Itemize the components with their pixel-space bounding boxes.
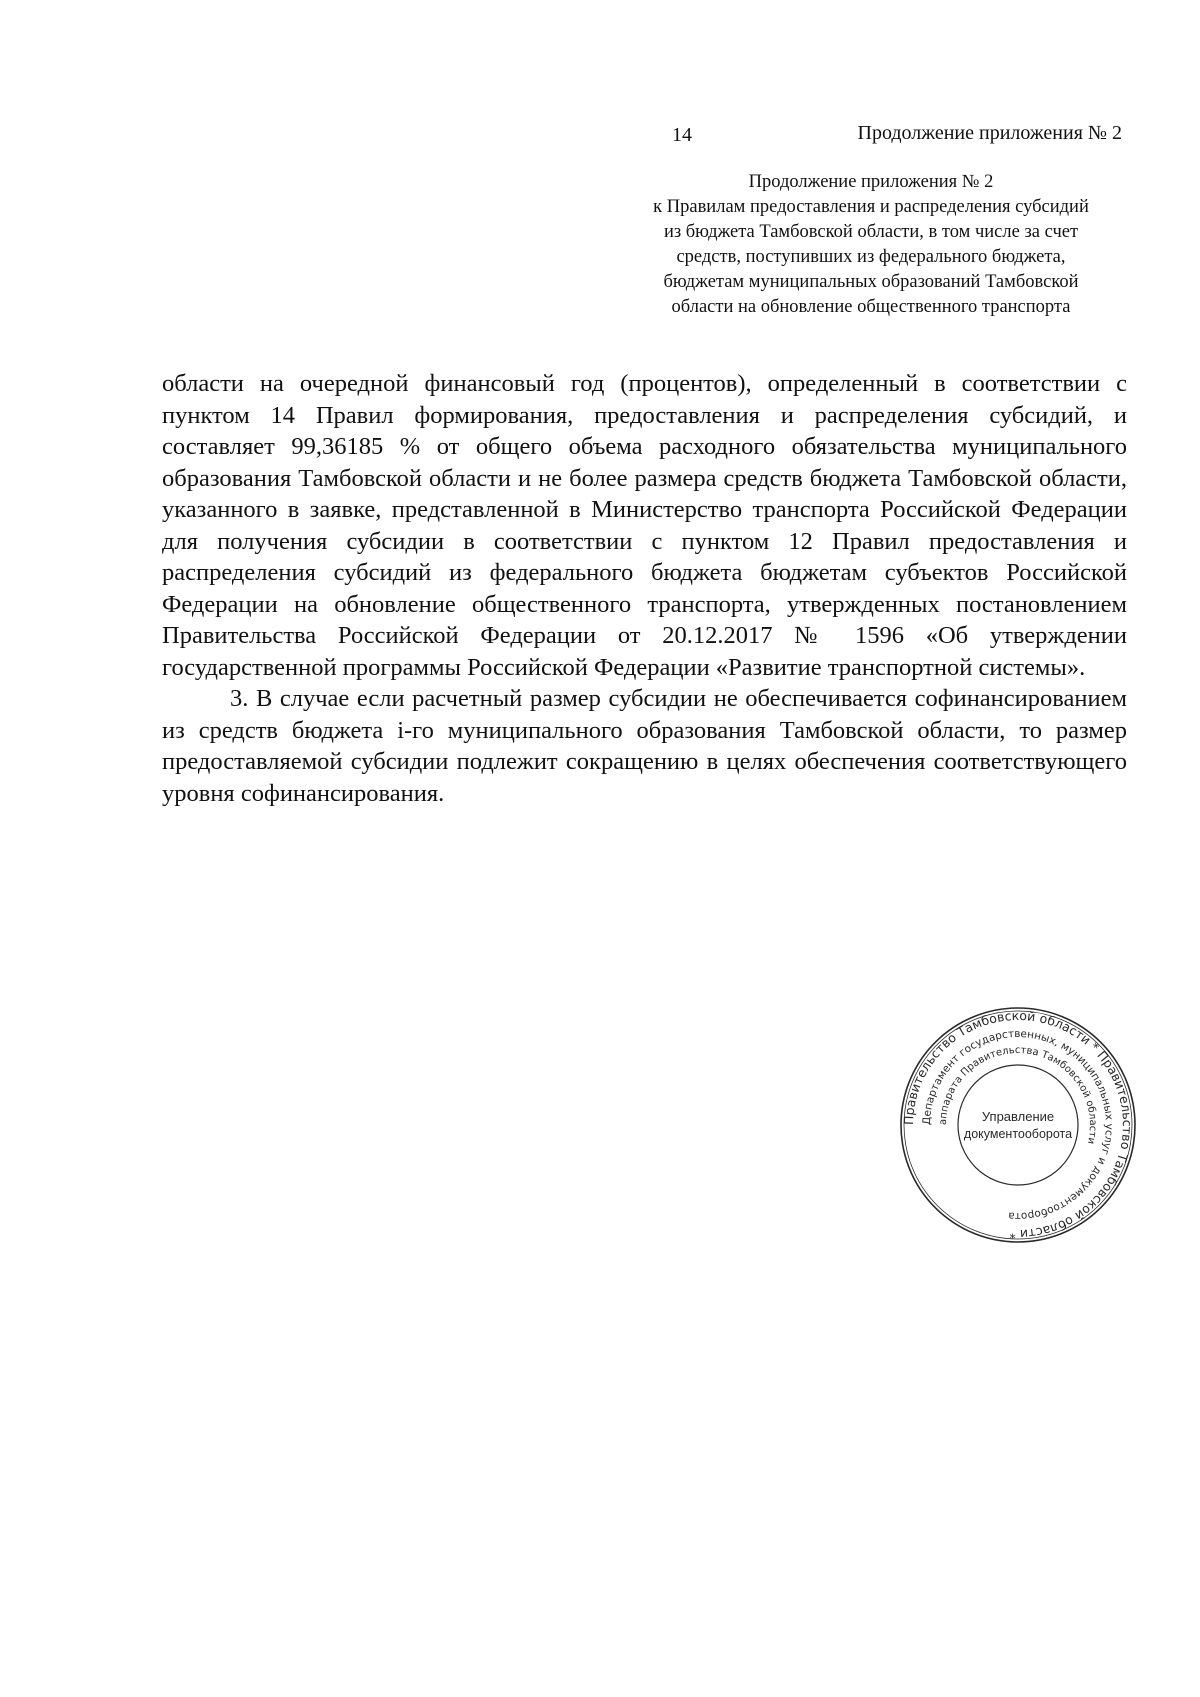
- stamp-inner-text: аппарата Правительства Тамбовской области: [937, 1044, 1099, 1146]
- paragraph-item-3: 3. В случае если расчетный размер субсидии не обеспечивается софинансированием из средств бюджета i-го муниципального образования Тамбовской области, то размер предоставляемой субсидии подлежит сокращению в целях обеспечения соответствующего уровня софинансирования.: [162, 685, 1127, 807]
- attachment-line: бюджетам муниципальных образований Тамбовской: [663, 272, 1079, 292]
- header-continuation: Продолжение приложения № 2: [857, 122, 1122, 144]
- attachment-line: из бюджета Тамбовской области, в том числе за счет: [663, 222, 1079, 242]
- paragraph-continuation: области на очередной финансовый год (процентов), определенный в соответствии с пунктом 14 Правил формирования, предоставления и распределения субсидий, и составляет 99,36185 % от общего объема расходного обязательства муниципального образования Тамбовской области и не более размера средств бюджета Тамбовской области, указанного в заявке, представленной в Министерство транспорта Российской Федерации для получения субсидии в соответствии с пунктом 12 Правил предоставления и распределения субсидий из федерального бюджета бюджетам субъектов Российской Федерации на обновление общественного транспорта, утвержденных постановлением Правительства Российской Федерации от 20.12.2017 № 1596 «Об утверждении государственной программы Российской Федерации «Развитие транспортной системы».: [162, 370, 1127, 681]
- attachment-line: средств, поступивших из федерального бюджета,: [676, 247, 1066, 267]
- stamp-middle-text: Департамент государственных, муниципальных услуг и документооборота: [920, 1027, 1116, 1223]
- document-body: [162, 368, 1127, 809]
- page-number: 14: [672, 124, 692, 146]
- stamp-seal: [898, 1005, 1138, 1245]
- attachment-line: к Правилам предоставления и распределения субсидий: [653, 197, 1089, 217]
- attachment-heading: [590, 170, 1152, 320]
- stamp-outer-text: Правительство Тамбовской области * Правительство Тамбовской области *: [900, 1007, 1136, 1243]
- document-stamp: [898, 1005, 1138, 1245]
- attachment-line: Продолжение приложения № 2: [748, 172, 994, 192]
- attachment-line: области на обновление общественного транспорта: [671, 297, 1071, 317]
- stamp-center-line1: Управление: [981, 1109, 1055, 1124]
- stamp-center-line2: документооборота: [963, 1127, 1073, 1141]
